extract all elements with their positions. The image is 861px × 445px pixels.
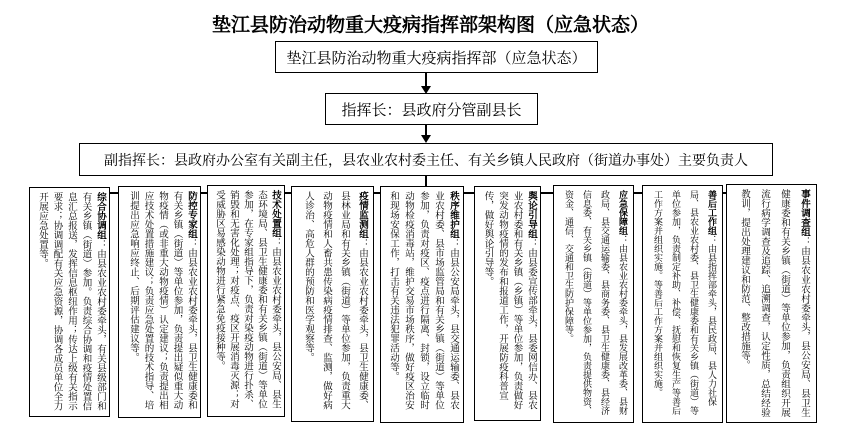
group-name-label: 疫情监测组 [357, 191, 368, 239]
group-name-label: 应急保障组 [617, 190, 627, 235]
headquarters-label: 垫江县防治动物重大疫病指挥部（应急状态） [286, 48, 587, 67]
group-desc-text: ：由县农业农村委牵头，县卫生健康委和有关乡镇（街道）等单位参加，负责提出疑似重大动物疫情（或非重大动物疫情）认定建议；负责提出相应技术处置措施建议；负责应急处置的技术指导、培训提出应急响应终止、后期评估建议等。 [128, 191, 197, 410]
commander-box [325, 93, 538, 125]
prevention-expert-group-box [118, 186, 201, 418]
group-desc-text: ：由县农业农村委牵头，县公安局、县生态环境局、县卫生健康委和有关乡镇（街道）等单位参加，在专家组指导下，负责对染疫动物进行扑杀、销毁和无害化处理；对疫点、疫区开展消毒灭源；对受威胁区易感染动物进行紧急免疫接种等。 [214, 190, 281, 409]
chart-title: 垫江县防治动物重大疫病指挥部架构图（应急状态） [211, 14, 649, 36]
group-desc-text: ：由县农业农村委牵头，县公安局、县卫生健康委和有关乡镇（街道）等单位参加，负责组织开展流行病学调查及追踪、追溯调查，认定性质，总结经验教训，提出处理建议和防范、整改措施等。 [739, 189, 810, 417]
group-desc-text: ：由县农业农村委牵头，县发展改革委、县财政局、县交通运输委、县商务委、县卫生健康委、县经济信息委、有关乡镇（街道）等单位参加，负责提供物资、资金、通信、交通和卫生防护保障等。 [563, 190, 627, 415]
incident-investigation-group-box [726, 184, 817, 423]
group-name-label: 技术处置组 [270, 190, 281, 238]
down-arrow-icon [421, 135, 431, 143]
group-desc-text: ：由县委宣传部牵头，县委网信办、县农业农村委和有关乡镇（乡镇）等单位参加，负责做好突发动物疫情的发布和报道工作，开展防疫科普宣传，做好舆论引导等。 [482, 191, 537, 410]
group-desc-text: ：由县农业农村委牵头，有关县级部门和有关乡镇（街道）参加。负责综合协调和疫情处置信息汇总报送，发挥信息枢纽作用；传达上级有关指示要求；协调调配有关应急资源，协调各成员单位全力开展应急处置等。 [37, 192, 106, 411]
comprehensive-coordination-group-box [29, 187, 110, 417]
deputy-commander-label: 副指挥长：县政府办公室有关副主任，县农业农村委主任、有关乡镇人民政府（街道办事处）主要负责人 [104, 152, 748, 169]
down-arrow-shaft [425, 73, 427, 87]
group-desc-text: ：由县农业农村委牵头，县卫生健康委、县林业局和有关乡镇（街道）等单位参加，负责重大动物疫情和人畜共患传染病疫情排查、监测，做好病人诊治、高危人群的预防和医学观察等。 [303, 191, 368, 410]
group-name-label: 秩序维护组 [448, 191, 459, 239]
group-name-label: 综合协调组 [95, 192, 106, 240]
group-name-label: 善后工作组 [706, 190, 716, 235]
public-opinion-guidance-group-box [474, 186, 541, 421]
group-name-label: 舆论引导组 [526, 191, 537, 239]
headquarters-box [275, 41, 598, 73]
group-name-label: 事件调查组 [799, 189, 810, 237]
group-desc-text: ：由县指挥部牵头，县民政局、县人力社保局、县农业农村委、县卫生健康委和有关乡镇（街道）等单位参加，负责制定补助、补偿、抚慰和恢复生产等善后工作方案并组织实施。等善后工作方案并组织实施。 [652, 190, 716, 415]
commander-label: 指挥长：县政府分管副县长 [341, 100, 522, 119]
aftermath-work-group-box [642, 185, 723, 423]
order-maintenance-group-box [380, 186, 464, 423]
technical-disposal-group-box [207, 185, 285, 417]
epidemic-monitoring-group-box [291, 186, 374, 422]
group-name-label: 防控专家组 [186, 191, 197, 239]
deputy-commander-box [79, 143, 773, 176]
group-desc-text: ：由县公安局牵头，县交通运输委、县农业农村委、县市场监管局和有关乡镇（街道）等单位参加，负责对疫区、疫点进行隔离、封锁，设立临时动物检疫消毒站，维护交易市场秩序，做好疫区治安和现场安保工作，打击有关违法犯罪活动等。 [388, 191, 459, 410]
emergency-support-group-box [553, 185, 634, 423]
